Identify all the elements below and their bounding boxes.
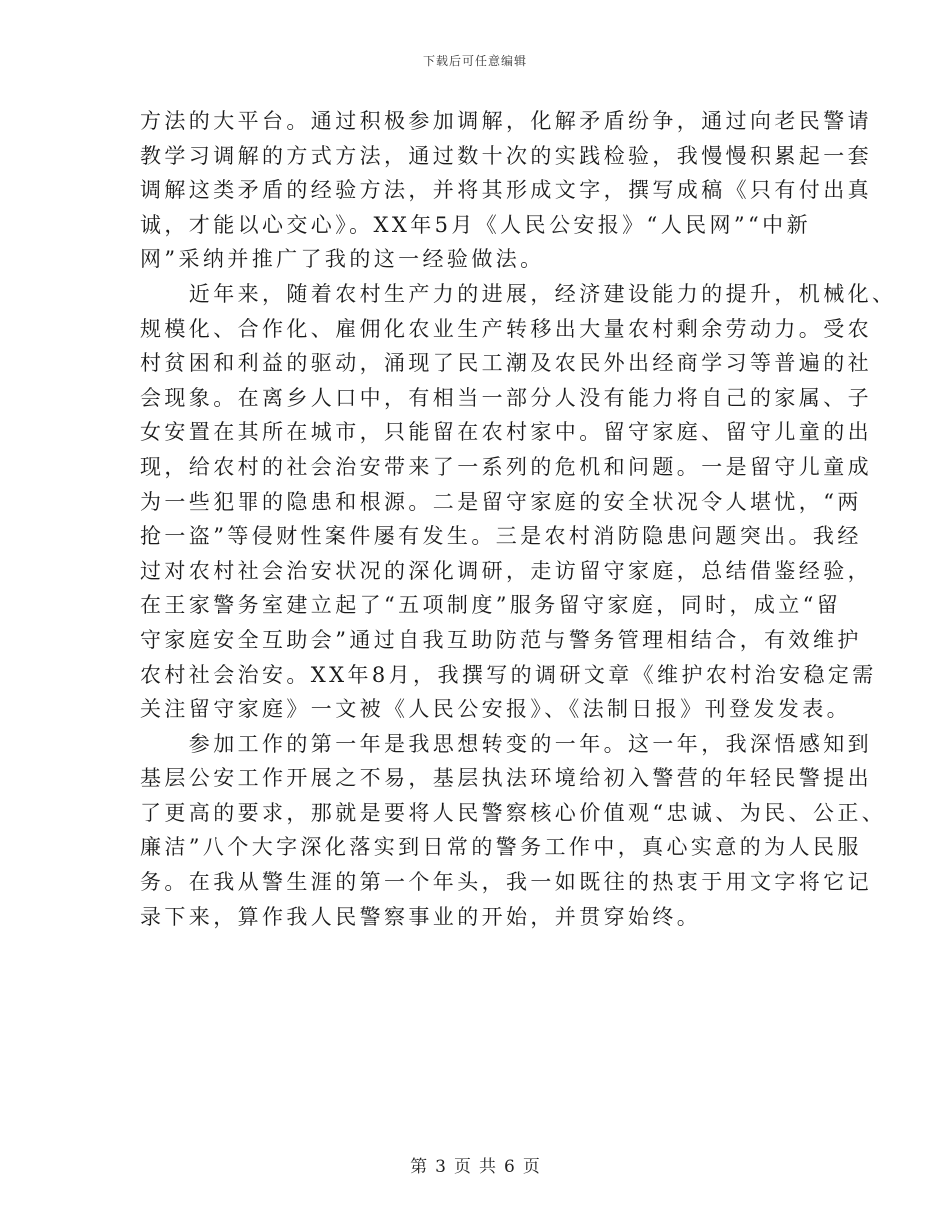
text-line: 在王家警务室建立起了“五项制度”服务留守家庭，同时，成立“留 [140,593,842,618]
text-line: 近年来，随着农村生产力的进展，经济建设能力的提升，机械化、 [140,281,897,306]
text-line: 为一些犯罪的隐患和根源。二是留守家庭的安全状况令人堪忧，“两 [140,489,862,514]
page-header: 下载后可任意编辑 [422,54,527,68]
text-line: 守家庭安全互助会”通过自我互助防范与警务管理相结合，有效维护 [140,627,862,652]
text-line: 务。在我从警生涯的第一个年头，我一如既往的热衷于用文字将它记 [140,870,872,895]
footer-label-of-page: 页 [454,1157,471,1177]
text-line: 女安置在其所在城市，只能留在农村家中。留守家庭、留守儿童的出 [140,420,872,445]
document-body [140,104,897,934]
footer-label-total: 共 [479,1157,496,1177]
text-line: 抢一盗”等侵财性案件屡有发生。三是农村消防隐患问题突出。我经 [140,524,862,549]
page-number-footer [0,1152,950,1177]
text-line: 廉洁”八个大字深化落实到日常的警务工作中，真心实意的为人民服 [140,835,862,860]
text-line: 了更高的要求，那就是要将人民警察核心价值观“忠诚、为民、公正、 [140,800,887,825]
footer-label-pages: 页 [522,1157,540,1177]
text-line: 规模化、合作化、雇佣化农业生产转移出大量农村剩余劳动力。受农 [140,316,872,341]
text-line: 调解这类矛盾的经验方法，并将其形成文字，撰写成稿《只有付出真 [140,178,872,203]
text-line: 录下来，算作我人民警察事业的开始，并贯穿始终。 [140,904,702,929]
text-line: 过对农村社会治安状况的深化调研，走访留守家庭，总结借鉴经验， [140,558,872,583]
text-line: 教学习调解的方式方法，通过数十次的实践检验，我慢慢积累起一套 [140,143,872,168]
text-line: 方法的大平台。通过积极参加调解，化解矛盾纷争，通过向老民警请 [140,109,872,133]
footer-label-page: 第 [410,1157,428,1177]
footer-total-pages: 6 [504,1157,515,1177]
text-line: 村贫困和利益的驱动，涌现了民工潮及农民外出经商学习等普遍的社 [140,351,872,376]
text-line: 网”采纳并推广了我的这一经验做法。 [140,247,545,272]
text-line: 诚，才能以心交心》。XX年5月《人民公安报》“人民网”“中新 [140,212,811,237]
text-line: 农村社会治安。XX年8月，我撰写的调研文章《维护农村治安稳定需 [140,662,877,687]
text-line: 现，给农村的社会治安带来了一系列的危机和问题。一是留守儿童成 [140,454,872,479]
text-line: 基层公安工作开展之不易，基层执法环境给初入警营的年轻民警提出 [140,766,872,791]
text-line: 关注留守家庭》一文被《人民公安报》、《法制日报》刊登发发表。 [140,697,851,722]
footer-current-page: 3 [435,1157,446,1177]
text-line: 会现象。在离乡人口中，有相当一部分人没有能力将自己的家属、子 [140,385,872,410]
text-line: 参加工作的第一年是我思想转变的一年。这一年，我深悟感知到 [140,731,872,756]
